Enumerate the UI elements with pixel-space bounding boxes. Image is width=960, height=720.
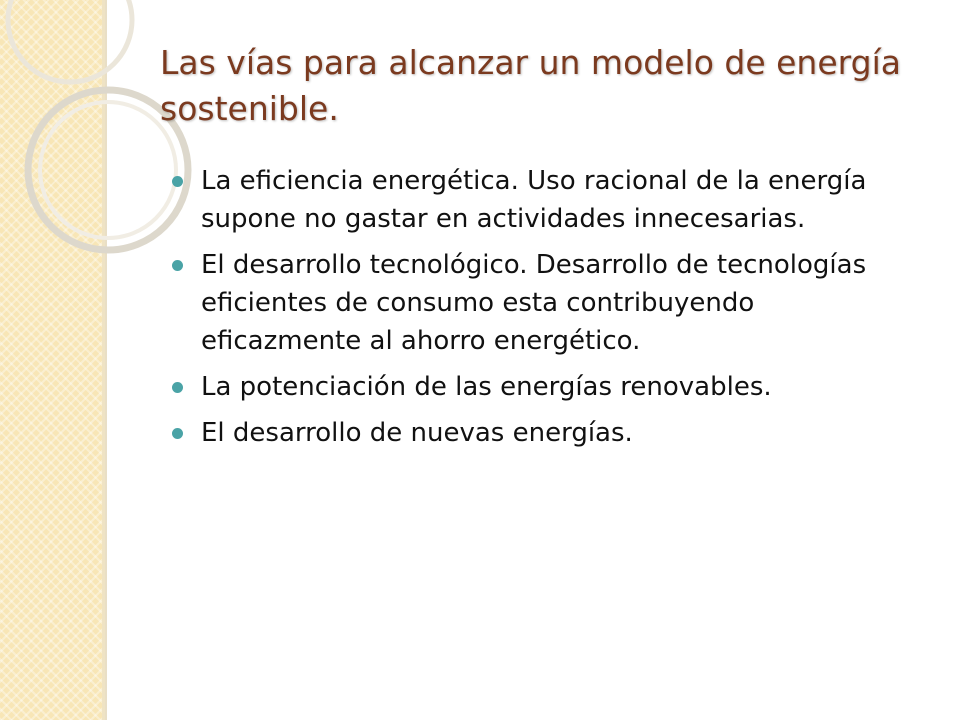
slide-title: Las vías para alcanzar un modelo de energía sostenible. bbox=[160, 43, 901, 128]
bullet-list bbox=[170, 162, 910, 460]
bullet-text: La potenciación de las energías renovables. bbox=[201, 372, 772, 402]
teal-dot-bullet-icon bbox=[172, 260, 183, 271]
decorative-circle-middle-inner bbox=[40, 102, 176, 238]
bullet-text: El desarrollo tecnológico. Desarrollo de tecnologías eficientes de consumo esta contribuyendo eficazmente al ahorro energético. bbox=[201, 250, 867, 356]
teal-dot-bullet-icon bbox=[172, 382, 183, 393]
teal-dot-bullet-icon bbox=[172, 428, 183, 439]
bullet-item-efficiency bbox=[170, 162, 910, 238]
teal-dot-bullet-icon bbox=[172, 176, 183, 187]
decorative-circle-top bbox=[8, 0, 132, 82]
bullet-item-technology bbox=[170, 246, 910, 360]
bullet-item-renewables bbox=[170, 368, 910, 406]
bullet-text: El desarrollo de nuevas energías. bbox=[201, 418, 633, 448]
bullet-item-new-energies bbox=[170, 414, 910, 452]
bullet-text: La eficiencia energética. Uso racional de la energía supone no gastar en actividades innecesarias. bbox=[201, 166, 867, 234]
